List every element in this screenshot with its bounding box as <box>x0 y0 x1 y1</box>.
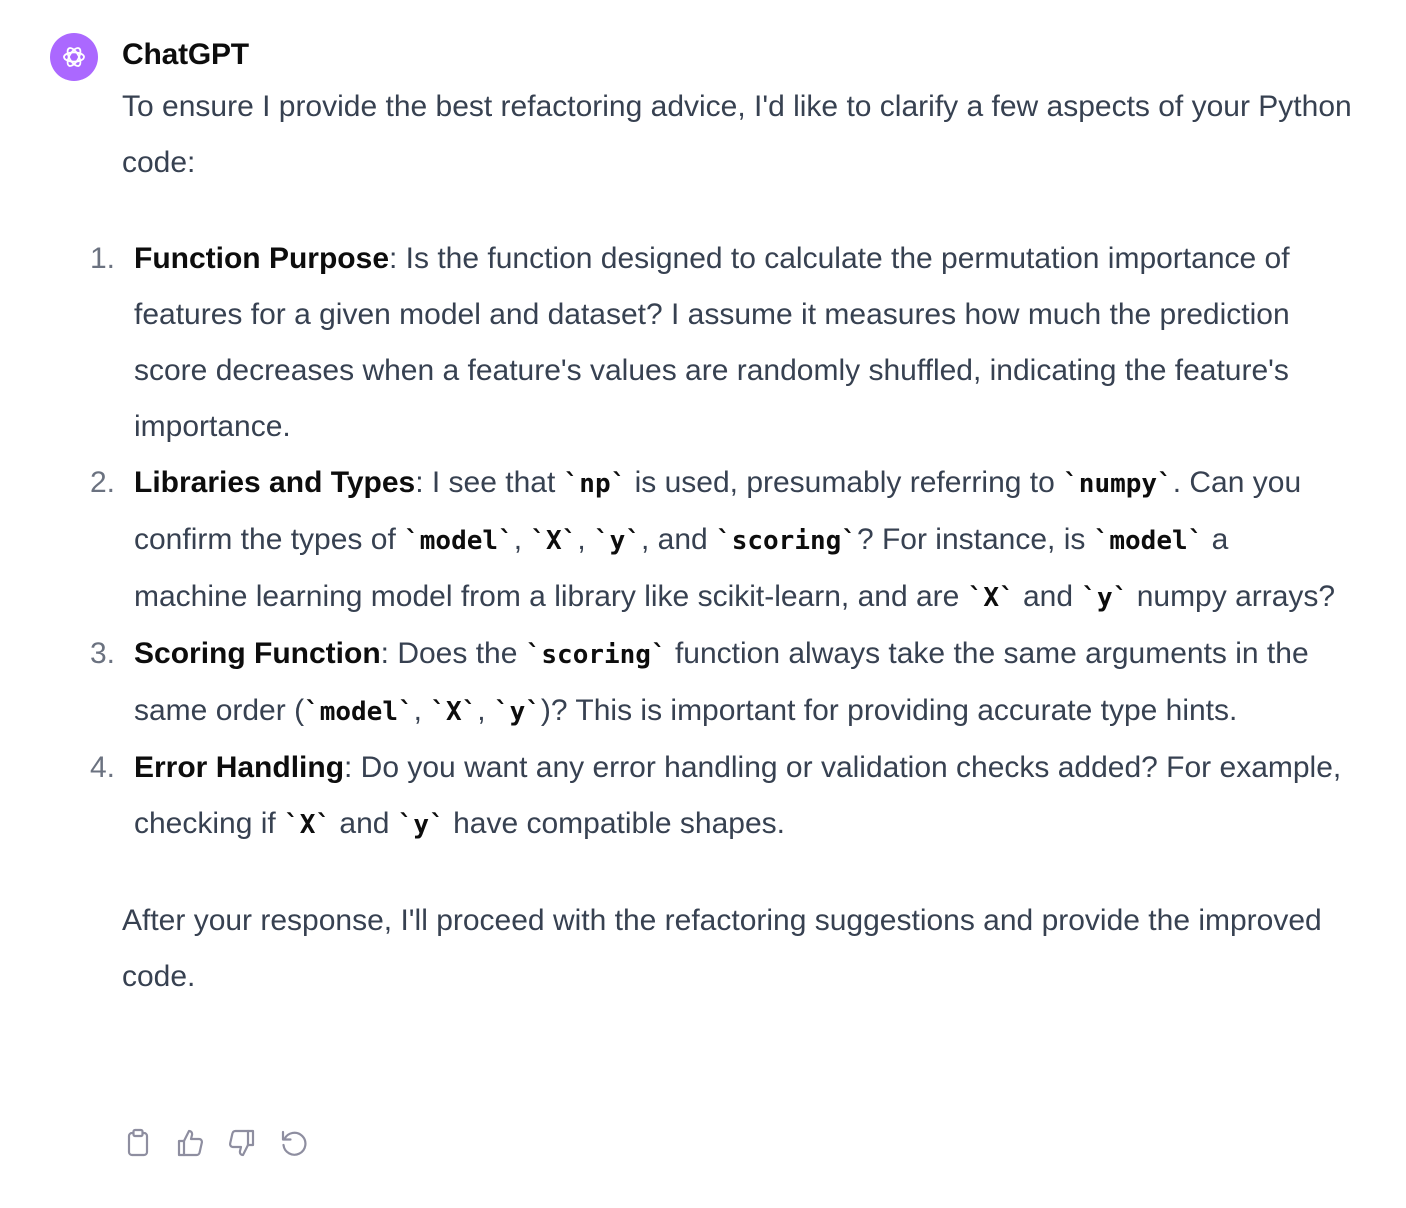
list-term: Libraries and Types <box>134 466 416 499</box>
list-term: Error Handling <box>134 751 345 784</box>
assistant-message <box>90 79 1372 1005</box>
list-text: function always take the same arguments in the same order ( <box>134 637 1309 727</box>
list-text: , <box>413 694 431 727</box>
inline-code: `scoring` <box>525 640 667 670</box>
list-text: a machine learning model from a library like scikit-learn, and are <box>134 523 1229 613</box>
list-text: . Can you confirm the types of <box>134 466 1302 556</box>
inline-code: `y` <box>493 697 541 727</box>
list-term: Scoring Function <box>134 637 381 670</box>
list-text: , and <box>640 523 717 556</box>
inline-code: `model` <box>404 526 514 556</box>
inline-code: `y` <box>397 810 445 840</box>
message-intro: To ensure I provide the best refactoring advice, I'd like to clarify a few aspects of your Python code: <box>122 90 1352 179</box>
list-text: and <box>1014 580 1082 613</box>
inline-code: `numpy` <box>1063 469 1173 499</box>
clipboard-icon <box>122 1127 154 1159</box>
list-text: , <box>577 523 595 556</box>
inline-code: `scoring` <box>716 526 857 556</box>
clarification-list <box>90 231 1372 853</box>
inline-code: `X` <box>530 526 578 556</box>
regenerate-icon <box>278 1127 310 1159</box>
list-item <box>90 626 1350 740</box>
list-number: 4. <box>90 751 116 784</box>
regenerate-button[interactable] <box>278 1122 310 1164</box>
list-text: is used, presumably referring to <box>626 466 1064 499</box>
inline-code: `X` <box>967 583 1015 613</box>
inline-code: `X` <box>430 697 478 727</box>
list-item <box>90 740 1350 853</box>
chatgpt-avatar <box>50 33 98 81</box>
list-number: 2. <box>90 466 116 499</box>
inline-code: `model` <box>1093 526 1204 556</box>
openai-logo-icon <box>58 41 90 73</box>
list-text: : Do you want any error handling or validation checks added? For example, checking if <box>134 751 1342 840</box>
message-outro: After your response, I'll proceed with the refactoring suggestions and provide the improved code. <box>122 904 1322 993</box>
thumbs-down-icon <box>226 1127 258 1159</box>
list-term: Function Purpose <box>134 242 389 275</box>
list-text: : Is the function designed to calculate the permutation importance of features for a given model and dataset? I assume it measures how much the prediction score decreases when a feature's values are randomly shuffled, indicating the feature's importance. <box>134 242 1290 443</box>
message-actions <box>122 1122 310 1164</box>
list-text: numpy arrays? <box>1128 580 1336 613</box>
inline-code: `np` <box>563 469 627 499</box>
list-text: have compatible shapes. <box>444 807 785 840</box>
thumbs-up-button[interactable] <box>174 1122 206 1164</box>
list-text: ? For instance, is <box>856 523 1094 556</box>
list-item <box>90 231 1350 455</box>
inline-code: `y` <box>1081 583 1129 613</box>
list-item <box>90 455 1350 626</box>
list-number: 1. <box>90 242 116 275</box>
list-text: : Does the <box>380 637 526 670</box>
list-text: , <box>477 694 494 727</box>
inline-code: `model` <box>304 697 414 727</box>
inline-code: `X` <box>284 810 332 840</box>
list-text: )? This is important for providing accurate type hints. <box>540 694 1238 727</box>
thumbs-down-button[interactable] <box>226 1122 258 1164</box>
copy-button[interactable] <box>122 1122 154 1164</box>
inline-code: `y` <box>594 526 641 556</box>
thumbs-up-icon <box>174 1127 206 1159</box>
list-text: , <box>513 523 531 556</box>
list-text: and <box>331 807 398 840</box>
message-author: ChatGPT <box>122 38 249 71</box>
list-number: 3. <box>90 637 116 670</box>
list-text: : I see that <box>415 466 564 499</box>
